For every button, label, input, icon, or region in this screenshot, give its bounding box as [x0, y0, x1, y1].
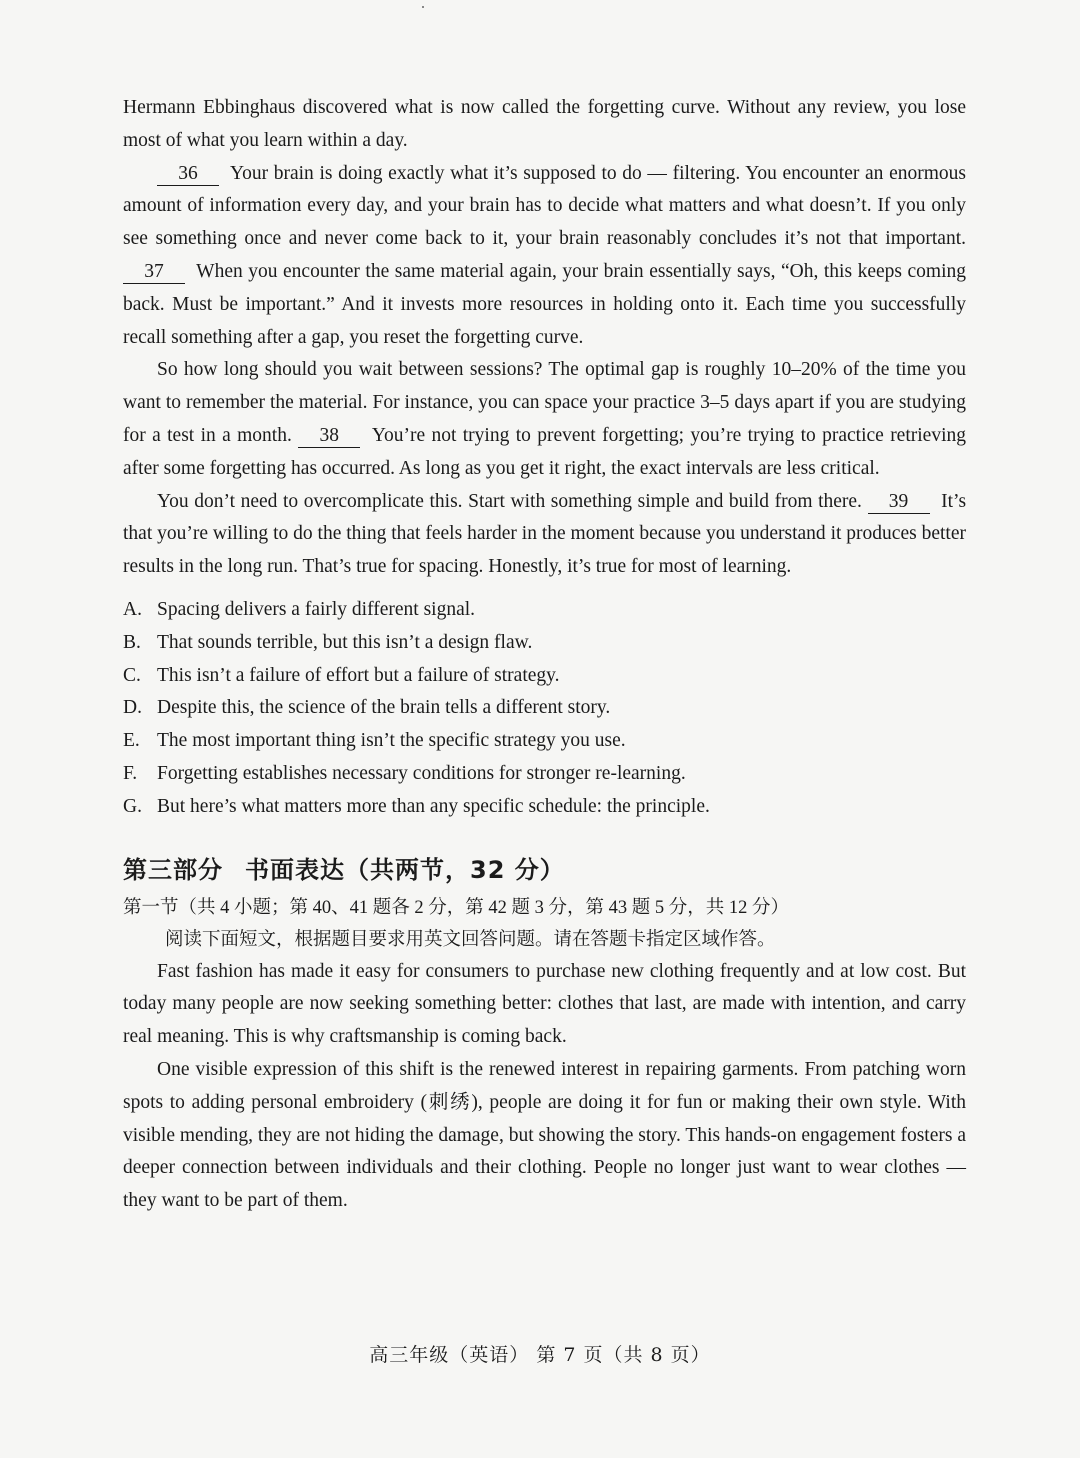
option-text: But here’s what matters more than any specific schedule: the principle.	[157, 795, 710, 817]
section-title	[123, 852, 966, 888]
reading-paragraph-2: One visible expression of this shift is the renewed interest in repairing garments. From patching worn spots to adding personal embroidery (刺绣), people are doing it for fun or making their own style. With visible mending, they are not hiding the damage, but showing the story. This hands-on engagement fosters a deeper connection between individuals and their clothing. People no longer just want to wear clothes — they want to be part of them.	[123, 1058, 966, 1212]
passage-paragraph-1: Hermann Ebbinghaus discovered what is now called the forgetting curve. Without any review, you lose most of what you learn within a day.	[123, 97, 966, 151]
section-title-part: 第三部分	[123, 855, 223, 884]
passage-paragraph-2-text-b: When you encounter the same material again, your brain essentially says, “Oh, this keeps coming back. Must be important.” And it invests more resources in holding onto it. Each time you successfully recall something after a gap, you reset the forgetting curve.	[123, 260, 966, 348]
subsection-heading: 第一节（共 4 小题；第 40、41 题各 2 分，第 42 题 3 分，第 43 题 5 分，共 12 分）	[123, 897, 790, 918]
option-d[interactable]	[123, 692, 966, 725]
exam-page	[123, 92, 966, 1218]
option-b[interactable]	[123, 627, 966, 660]
option-letter: E.	[123, 730, 140, 752]
option-text: Forgetting establishes necessary conditions for stronger re-learning.	[157, 762, 686, 784]
option-letter: F.	[123, 762, 138, 784]
blank-39[interactable]: 39	[868, 491, 930, 514]
option-letter: D.	[123, 697, 142, 719]
passage-paragraph-4-text-b: It’s that you’re willing to do the thing that feels harder in the moment because you understand it produces better results in the long run. That’s true for spacing. Honestly, it’s true for most of learning.	[123, 490, 967, 578]
section-title-name: 书面表达（共两节，32 分）	[245, 855, 565, 884]
passage-paragraph-2-text-a: Your brain is doing exactly what it’s supposed to do — filtering. You encounter an enormous amount of information every day, and your brain has to decide what matters and what doesn’t. If you only see something once and never come back to it, your brain reasonably concludes it’s not that important.	[123, 162, 966, 250]
passage-paragraph-3	[123, 354, 966, 485]
page-footer: 高三年级（英语） 第 7 页（共 8 页）	[369, 1344, 711, 1366]
option-a[interactable]	[123, 594, 966, 627]
instructions: 阅读下面短文，根据题目要求用英文回答问题。请在答题卡指定区域作答。	[165, 929, 776, 950]
option-g[interactable]	[123, 791, 966, 824]
passage-paragraph-3-text-b: You’re not trying to prevent forgetting; you’re trying to practice retrieving after some forgetting has occurred. As long as you get it right, the exact intervals are less critical.	[123, 424, 966, 479]
passage-paragraph-2	[123, 158, 966, 355]
blank-37[interactable]: 37	[123, 261, 185, 284]
option-letter: C.	[123, 664, 141, 686]
option-letter: B.	[123, 631, 141, 653]
option-letter: G.	[123, 795, 142, 817]
blank-36[interactable]: 36	[157, 163, 219, 186]
option-text: This isn’t a failure of effort but a failure of strategy.	[157, 664, 560, 686]
passage-paragraph-3-text-a: So how long should you wait between sessions? The optimal gap is roughly 10–20% of the time you want to remember the material. For instance, you can space your practice 3–5 days apart if you are studying for a test in a month.	[123, 359, 966, 446]
blank-38[interactable]: 38	[298, 425, 360, 448]
answer-options	[123, 594, 966, 824]
passage-paragraph-4	[123, 486, 966, 584]
option-text: Spacing delivers a fairly different signal.	[157, 598, 476, 620]
passage-paragraph-4-text-a: You don’t need to overcomplicate this. Start with something simple and build from there.	[157, 490, 862, 512]
option-text: The most important thing isn’t the specific strategy you use.	[157, 730, 626, 752]
option-c[interactable]	[123, 660, 966, 693]
option-letter: A.	[123, 598, 142, 620]
option-text: That sounds terrible, but this isn’t a design flaw.	[157, 631, 533, 653]
scan-speck	[422, 6, 424, 8]
option-e[interactable]	[123, 725, 966, 758]
reading-paragraph-1: Fast fashion has made it easy for consumers to purchase new clothing frequently and at low cost. But today many people are now seeking something better: clothes that last, are made with intention, and carry real meaning. This is why craftsmanship is coming back.	[123, 960, 966, 1048]
option-text: Despite this, the science of the brain tells a different story.	[157, 697, 611, 719]
option-f[interactable]	[123, 758, 966, 791]
